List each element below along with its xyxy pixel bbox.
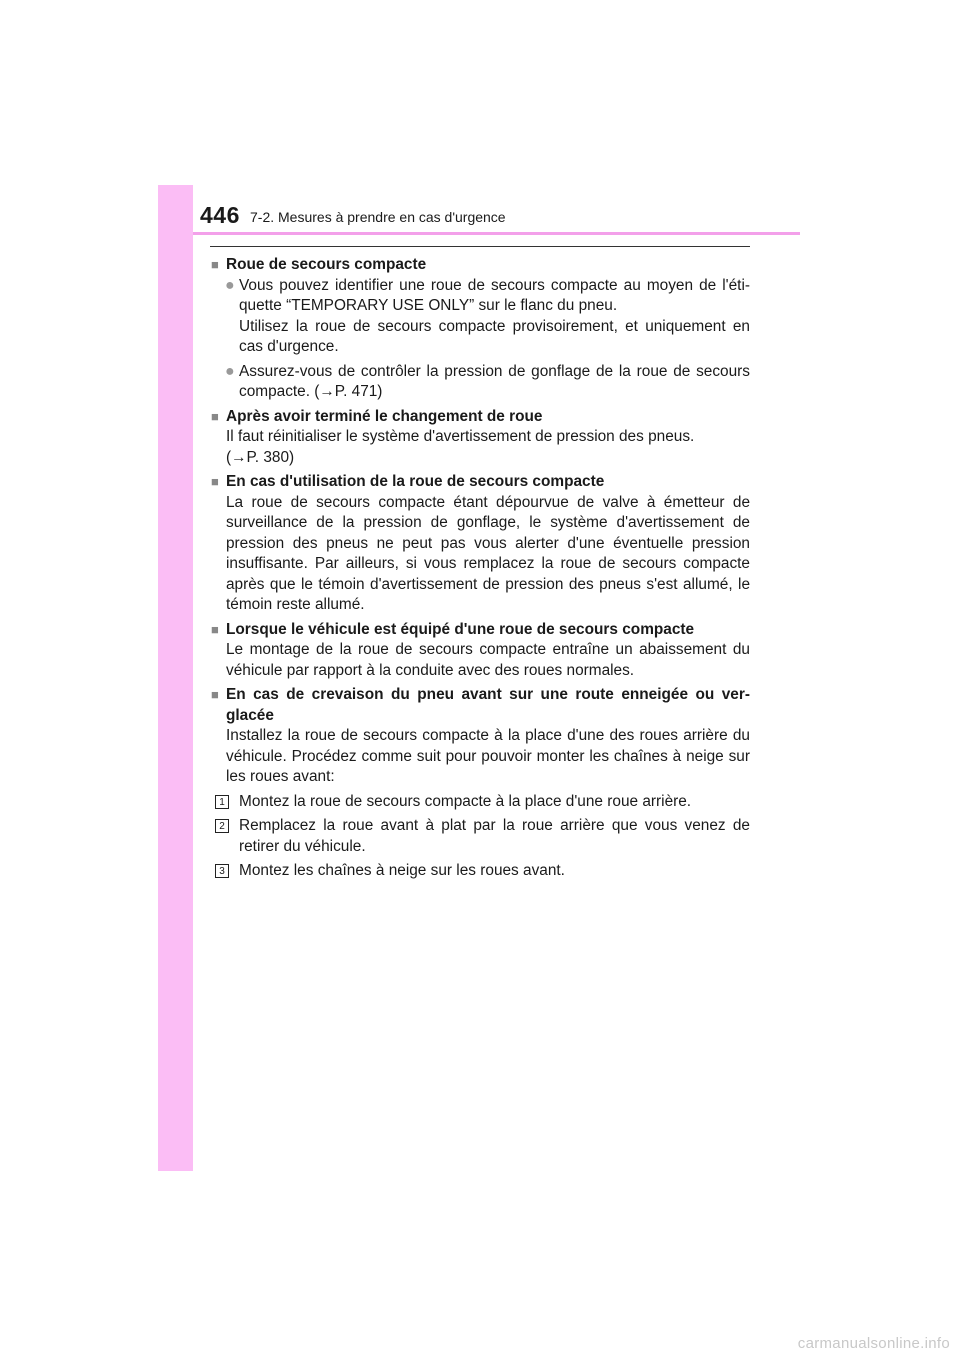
- bullet-text: Vous pouvez identifier une roue de secours compacte au moyen de l'éti-quette “TEMPORARY USE ONLY” sur le flanc du pneu.: [239, 276, 750, 314]
- chapter-sidebar-tab: [158, 185, 193, 1171]
- circle-bullet-icon: ●: [225, 276, 235, 294]
- circle-bullet-icon: ●: [225, 362, 235, 380]
- section-heading: Après avoir terminé le changement de roue: [226, 407, 543, 425]
- page-content: [210, 255, 750, 886]
- section-vehicle-equipped: [210, 620, 750, 682]
- square-bullet-icon: ■: [211, 687, 219, 702]
- bullet-text: Utilisez la roue de secours compacte provisoirement, et uniquement en cas d'urgence.: [239, 317, 750, 355]
- watermark-text: carmanualsonline.info: [797, 1335, 950, 1352]
- content-top-rule: [210, 246, 750, 247]
- section-front-tire-puncture: [210, 685, 750, 882]
- section-heading: Lorsque le véhicule est équipé d'une roue de secours compacte: [226, 620, 695, 638]
- section-spare-wheel: [210, 255, 750, 403]
- section-body: Installez la roue de secours compacte à la place d'une des roues arrière du véhicule. Procédez comme suit pour pouvoir monter les chaînes à neige sur les roues avant:: [226, 727, 750, 785]
- body-text: (: [226, 448, 232, 466]
- step-text: Montez la roue de secours compacte à la place d'une roue arrière.: [239, 792, 692, 810]
- step-text: Montez les chaînes à neige sur les roues avant.: [239, 862, 565, 879]
- step-text: Remplacez la roue avant à plat par la roue arrière que vous venez de retirer du véhicule.: [239, 817, 750, 855]
- header-accent-rule: [193, 232, 800, 235]
- section-body: La roue de secours compacte étant dépourvue de valve à émetteur de surveillance de la pression de gonflage, le système d'avertissement de pression des pneus ne peut pas vous alerter d'une éventuelle pression insuffisante. Par ailleurs, si vous remplacez la roue de secours compacte après que le témoin d'avertissement de pression des pneus s'est allumé, le témoin reste allumé.: [226, 493, 750, 613]
- step-number-badge: 3: [215, 864, 229, 878]
- section-body: [226, 427, 750, 468]
- step-number-badge: 2: [215, 819, 229, 833]
- arrow-icon: →: [231, 448, 247, 466]
- square-bullet-icon: ■: [211, 621, 219, 637]
- section-heading: En cas d'utilisation de la roue de secours compacte: [226, 473, 605, 490]
- step-item: [219, 816, 750, 857]
- page-number: 446: [200, 202, 240, 228]
- square-bullet-icon: ■: [211, 408, 219, 424]
- step-item: [219, 792, 750, 813]
- arrow-icon: →: [319, 383, 335, 400]
- section-using-spare: [210, 472, 750, 616]
- section-title: 7-2. Mesures à prendre en cas d'urgence: [250, 209, 506, 225]
- bullet-text: Assurez-vous de contrôler la pression de gonflage de la roue de secours compacte. (: [239, 362, 750, 400]
- section-heading: Roue de secours compacte: [226, 256, 427, 273]
- square-bullet-icon: ■: [211, 257, 219, 272]
- page-reference-link[interactable]: P. 471): [334, 383, 383, 400]
- page-reference-link[interactable]: P. 380): [246, 448, 295, 466]
- section-after-change: [210, 407, 750, 469]
- body-text: Il faut réinitialiser le système d'avertissement de pression des pneus.: [226, 428, 695, 445]
- square-bullet-icon: ■: [211, 474, 219, 489]
- list-item: [226, 362, 750, 403]
- section-body: Le montage de la roue de secours compacte entraîne un abaissement du véhicule par rapport à la conduite avec des roues normales.: [226, 641, 750, 679]
- list-item: [226, 276, 750, 358]
- section-heading: En cas de crevaison du pneu avant sur une route enneigée ou ver-glacée: [226, 686, 750, 724]
- step-item: [219, 861, 750, 882]
- step-number-badge: 1: [215, 795, 229, 809]
